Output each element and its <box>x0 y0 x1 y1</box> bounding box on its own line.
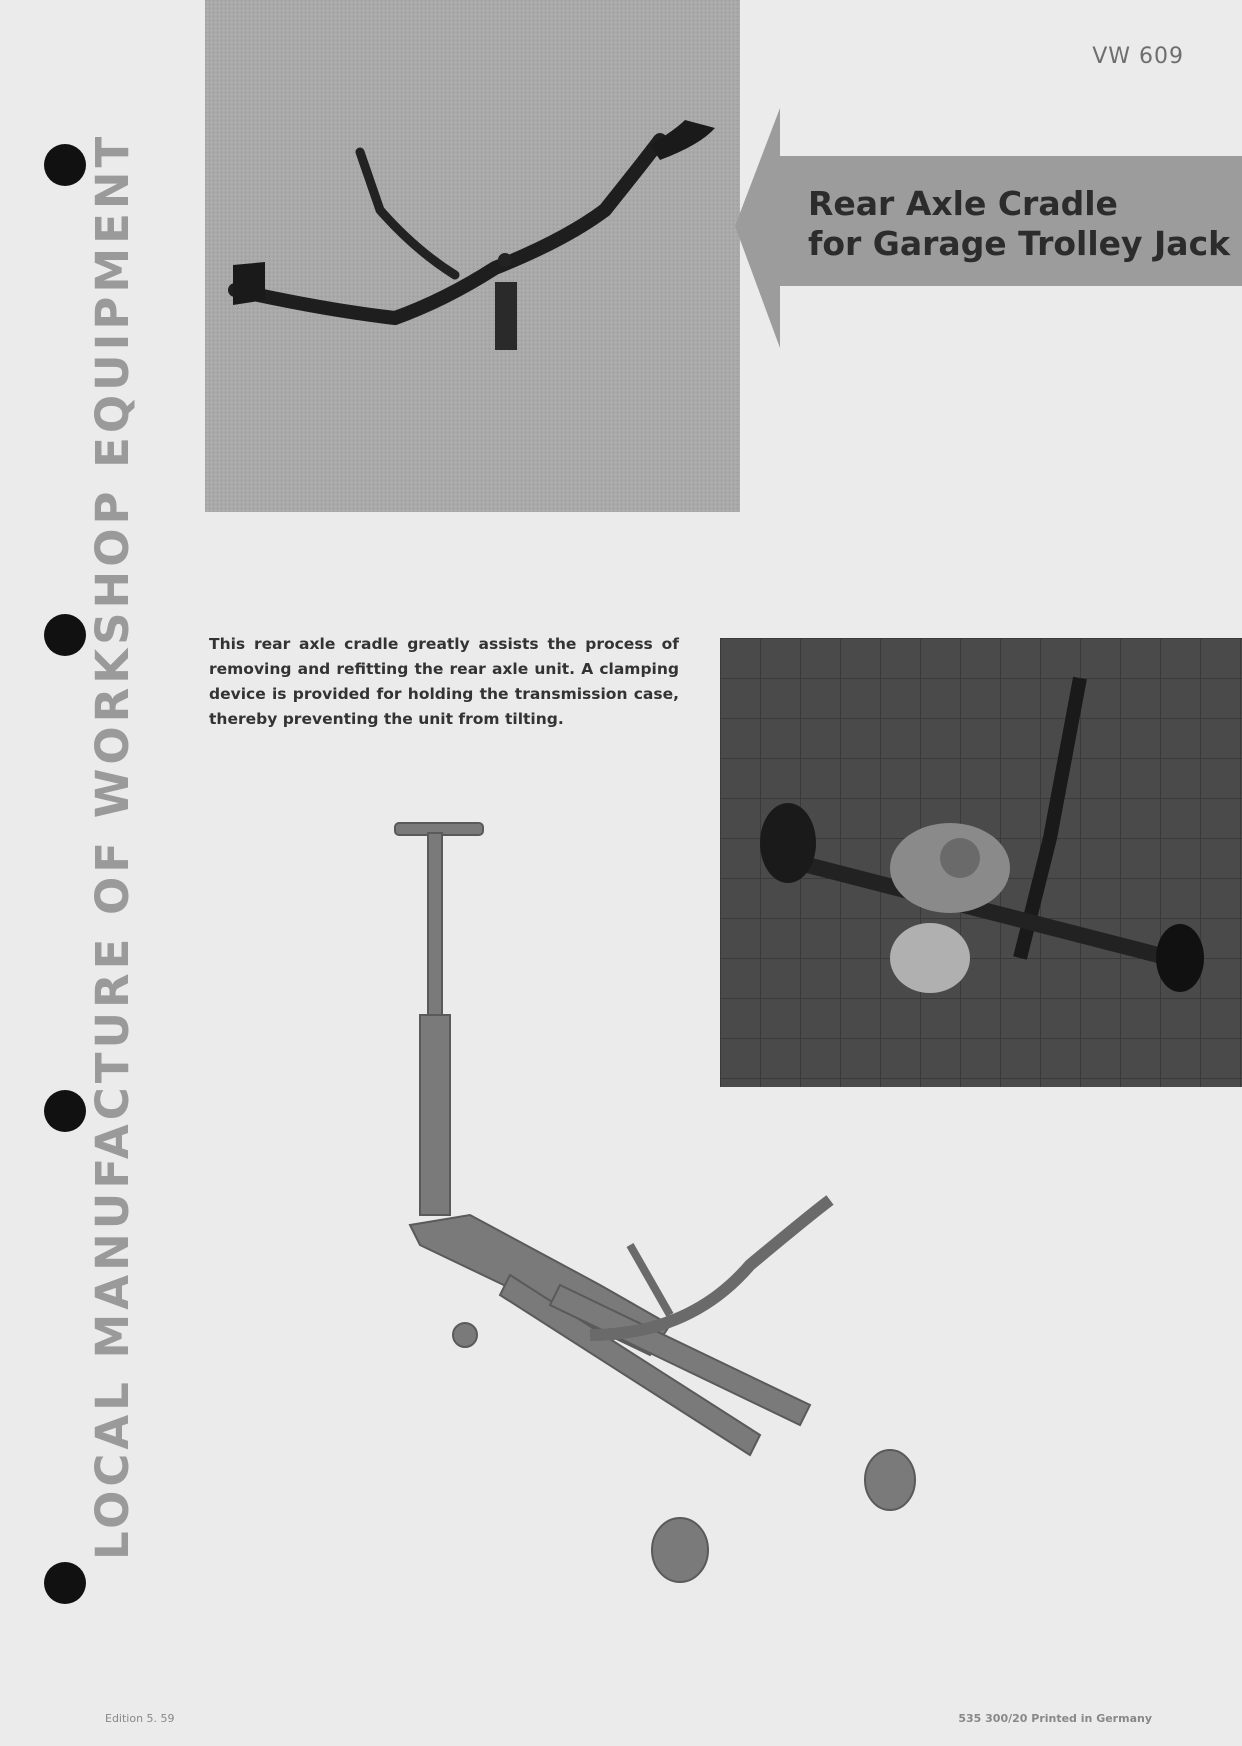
edition-note: Edition 5. 59 <box>105 1712 175 1725</box>
title-line-2: for Garage Trolley Jack <box>808 224 1231 263</box>
title-line-1: Rear Axle Cradle <box>808 184 1118 223</box>
cradle-illustration <box>205 0 740 512</box>
page-title <box>808 184 1230 264</box>
side-title: LOCAL MANUFACTURE OF WORKSHOP EQUIPMENT <box>86 132 139 1560</box>
document-code: VW 609 <box>1092 44 1184 69</box>
binder-hole-3 <box>44 1090 86 1132</box>
description-text: This rear axle cradle greatly assists the process of removing and refitting the rear axle unit. A clamping device is provided for holding the transmission case, thereby preventing the unit from tilting. <box>209 635 679 728</box>
binder-hole-1 <box>44 144 86 186</box>
binder-hole-2 <box>44 614 86 656</box>
trolley-jack-illustration <box>390 815 950 1595</box>
binder-hole-4 <box>44 1562 86 1604</box>
print-info: 535 300/20 Printed in Germany <box>958 1712 1152 1725</box>
cradle-photo <box>205 0 740 512</box>
